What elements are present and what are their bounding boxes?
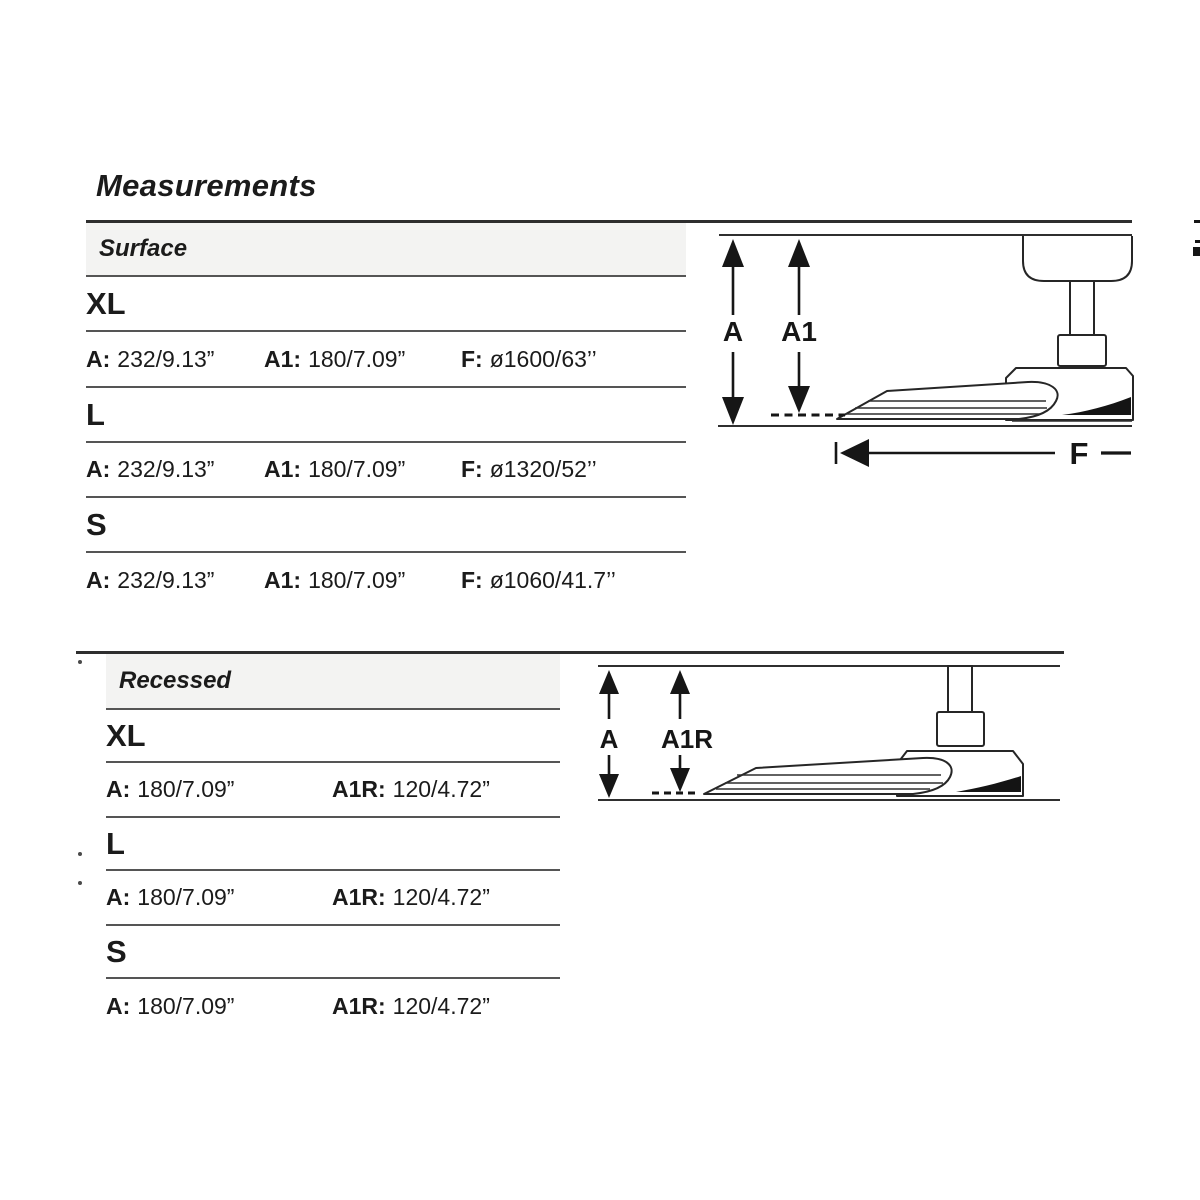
arrowhead-down-icon	[788, 386, 810, 413]
dim-cell	[461, 567, 616, 594]
arrowhead-left-icon	[840, 439, 869, 467]
fan-drawing-recessed	[704, 666, 1023, 796]
surface-size-row-s	[86, 498, 686, 553]
fan-downrod	[1070, 281, 1094, 335]
margin-speck	[78, 852, 82, 856]
dim-label: A:	[106, 993, 131, 1019]
arrowhead-up-icon	[599, 670, 619, 694]
dimension-label-a: A	[722, 316, 744, 347]
dim-cell	[106, 884, 332, 911]
dim-label: A:	[106, 776, 131, 802]
surface-size-row-xl	[86, 277, 686, 332]
surface-size-row-l	[86, 388, 686, 443]
surface-mount-diagram	[686, 210, 1200, 472]
dim-value: 180/7.09”	[137, 776, 235, 802]
arrowhead-down-icon	[599, 774, 619, 798]
dim-label: A1R:	[332, 993, 386, 1019]
recessed-size-row-l	[106, 818, 560, 871]
surface-table-header	[86, 223, 686, 277]
dim-label: A:	[86, 456, 111, 482]
dim-value: ø1320/52’’	[489, 456, 597, 482]
dim-label: A1:	[264, 345, 302, 372]
dim-cell	[332, 993, 490, 1020]
margin-speck	[78, 881, 82, 885]
recessed-size-row-s	[106, 926, 560, 979]
arrowhead-down-icon	[722, 397, 744, 425]
dim-value: 180/7.09”	[308, 567, 406, 593]
dim-cell	[106, 776, 332, 803]
dim-value: ø1600/63’’	[489, 345, 597, 372]
arrowhead-down-icon	[670, 768, 690, 792]
dim-cell	[264, 456, 461, 483]
dim-label: A:	[106, 884, 131, 910]
dim-cell	[106, 993, 332, 1020]
recessed-table-header	[106, 654, 560, 710]
dim-value: ø1060/41.7’’	[489, 567, 616, 593]
fan-drawing-surface	[837, 236, 1133, 421]
dimension-label-a: A	[599, 724, 619, 754]
dim-value: 180/7.09”	[137, 993, 235, 1019]
fan-motor	[1058, 335, 1106, 366]
fan-downrod	[948, 666, 972, 712]
recessed-mount-diagram	[570, 646, 1070, 818]
dimension-arrow-f	[836, 436, 1131, 471]
surface-header-label: Surface	[99, 235, 188, 262]
dim-label: A1:	[264, 567, 302, 593]
dim-cell	[461, 456, 597, 483]
dim-cell	[264, 346, 461, 373]
dim-label: A1R:	[332, 776, 386, 802]
arrowhead-up-icon	[670, 670, 690, 694]
dim-label: A1:	[264, 456, 302, 482]
dim-cell	[86, 456, 264, 483]
page-edge-clipped-marks	[1193, 220, 1200, 256]
arrowhead-up-icon	[722, 239, 744, 267]
surface-table	[86, 223, 686, 608]
dim-label: A:	[86, 345, 111, 372]
dim-cell	[461, 346, 597, 373]
dim-label: F:	[461, 456, 483, 482]
dim-label: A:	[86, 567, 111, 593]
size-label: S	[86, 506, 107, 542]
dim-value: 180/7.09”	[308, 456, 406, 482]
dim-cell	[332, 884, 490, 911]
dim-value: 232/9.13”	[117, 345, 215, 372]
dim-value: 120/4.72”	[392, 993, 490, 1019]
dim-label: F:	[461, 345, 483, 372]
surface-dims-row-l	[86, 443, 686, 498]
dimension-label-f: F	[1069, 436, 1089, 471]
page-title: Measurements	[96, 168, 317, 203]
surface-dims-row-xl	[86, 332, 686, 388]
dim-label: A1R:	[332, 884, 386, 910]
dim-label: F:	[461, 567, 483, 593]
dimension-arrow-a1r	[661, 670, 713, 792]
recessed-table	[106, 654, 560, 1034]
dim-cell	[86, 346, 264, 373]
dimension-label-a1: A1	[781, 316, 817, 347]
dim-value: 180/7.09”	[308, 345, 406, 372]
dimension-arrow-a	[722, 239, 744, 425]
recessed-dims-row-s	[106, 979, 560, 1034]
size-label: L	[106, 825, 125, 861]
surface-dims-row-s	[86, 553, 686, 608]
size-label: L	[86, 396, 105, 432]
size-label: XL	[106, 717, 146, 753]
dim-cell	[86, 567, 264, 594]
fan-canopy	[1023, 236, 1132, 281]
dimension-label-a1r: A1R	[660, 724, 714, 754]
recessed-dims-row-xl	[106, 763, 560, 818]
dimension-arrow-a	[599, 670, 619, 798]
dim-cell	[332, 776, 490, 803]
dim-value: 120/4.72”	[392, 776, 490, 802]
recessed-size-row-xl	[106, 710, 560, 763]
size-label: S	[106, 933, 127, 969]
dim-cell	[264, 567, 461, 594]
fan-motor	[937, 712, 984, 746]
dim-value: 120/4.72”	[392, 884, 490, 910]
size-label: XL	[86, 285, 126, 321]
recessed-dims-row-l	[106, 871, 560, 926]
arrowhead-up-icon	[788, 239, 810, 267]
dim-value: 180/7.09”	[137, 884, 235, 910]
dimension-arrow-a1	[781, 239, 817, 413]
dim-value: 232/9.13”	[117, 456, 215, 482]
recessed-header-label: Recessed	[119, 667, 232, 694]
margin-speck	[78, 660, 82, 664]
dim-value: 232/9.13”	[117, 567, 215, 593]
